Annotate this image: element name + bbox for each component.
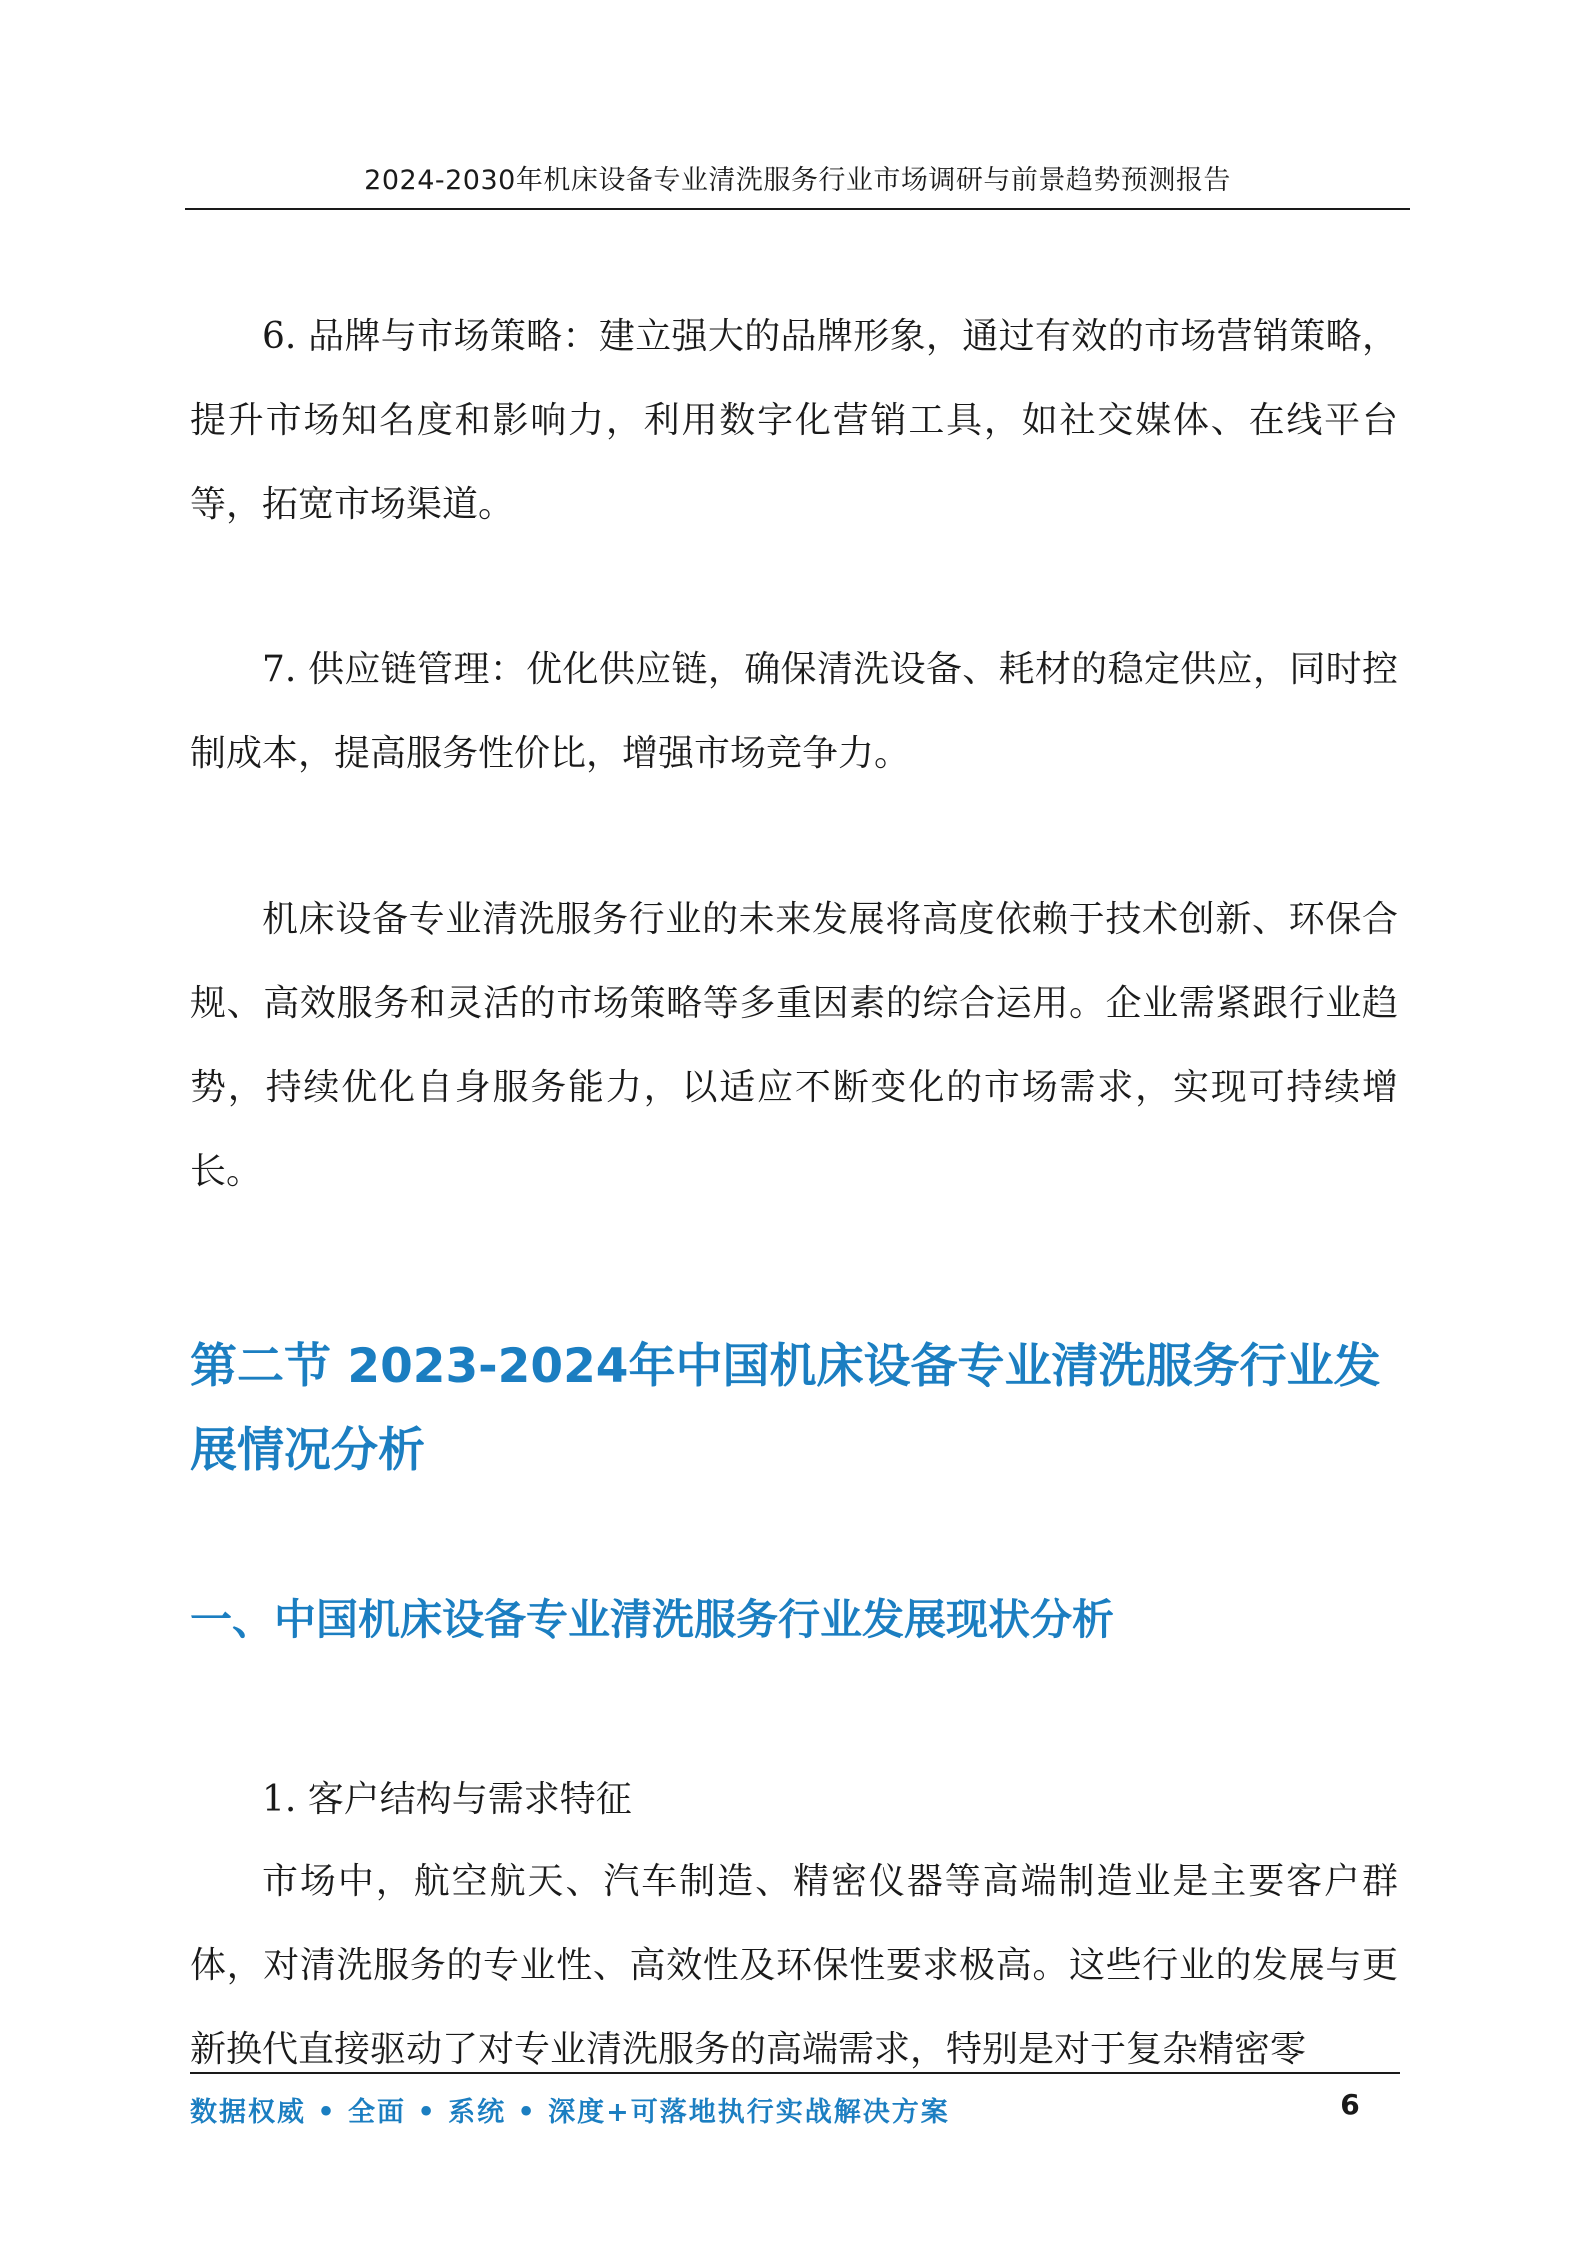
running-header: 2024-2030年机床设备专业清洗服务行业市场调研与前景趋势预测报告 bbox=[364, 165, 1231, 196]
paragraph-summary: 机床设备专业清洗服务行业的未来发展将高度依赖于技术创新、环保合规、高效服务和灵活的市场策略等多重因素的综合运用。企业需紧跟行业趋势，持续优化自身服务能力，以适应不断变化的市场需求，实现可持续增长。 bbox=[190, 899, 1398, 1192]
paragraph-brand-strategy: 6. 品牌与市场策略：建立强大的品牌形象，通过有效的市场营销策略，提升市场知名度和影响力，利用数字化营销工具，如社交媒体、在线平台等，拓宽市场渠道。 bbox=[190, 316, 1398, 525]
header-divider bbox=[185, 208, 1410, 210]
footer-divider bbox=[190, 2072, 1400, 2074]
item-title-customer-structure: 1. 客户结构与需求特征 bbox=[262, 1779, 632, 1820]
footer-slogan: 数据权威 • 全面 • 系统 • 深度+可落地执行实战解决方案 bbox=[190, 2097, 950, 2128]
subsection-heading: 一、中国机床设备专业清洗服务行业发展现状分析 bbox=[190, 1595, 1115, 1644]
page-number: 6 bbox=[1340, 2088, 1360, 2121]
paragraph-supply-chain: 7. 供应链管理：优化供应链，确保清洗设备、耗材的稳定供应，同时控制成本，提高服务性价比，增强市场竞争力。 bbox=[190, 649, 1398, 774]
section-heading: 第二节 2023-2024年中国机床设备专业清洗服务行业发展情况分析 bbox=[190, 1339, 1381, 1478]
paragraph-customer-structure: 市场中，航空航天、汽车制造、精密仪器等高端制造业是主要客户群体，对清洗服务的专业性、高效性及环保性要求极高。这些行业的发展与更新换代直接驱动了对专业清洗服务的高端需求，特别是对于复杂精密零 bbox=[190, 1861, 1398, 2070]
